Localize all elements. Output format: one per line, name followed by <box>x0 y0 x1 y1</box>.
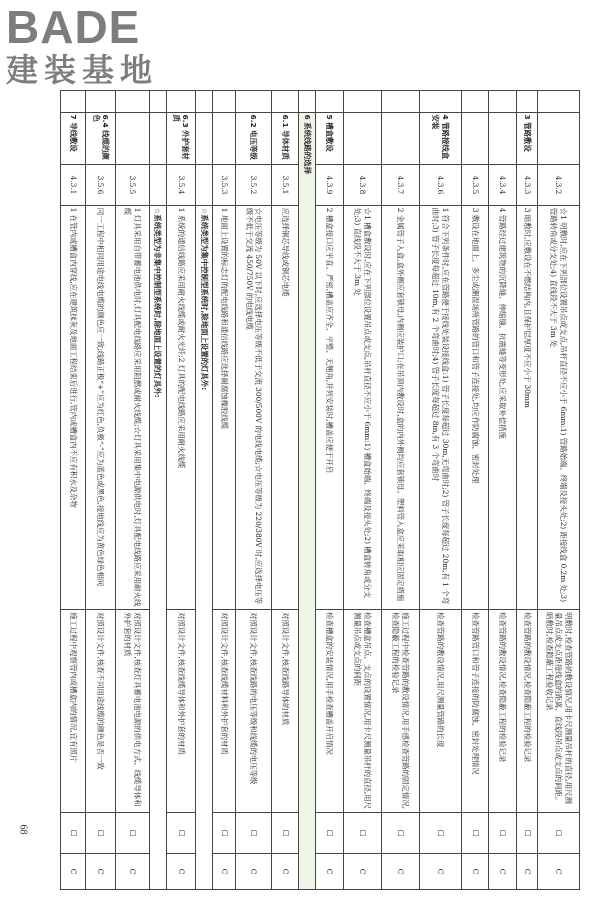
result-checkbox[interactable]: ☐ <box>166 813 196 854</box>
inspection-method: 对照设计文件,核查线路导体的材质 <box>272 610 299 813</box>
requirement-text: 同一工程中相同用途电线电缆的颜色应一致;线路正极“+”应为红色,负极“-”应为蓝色或黑色,接地线应为黄色绿色相间 <box>86 205 116 609</box>
condition-note: ☆系统类型为集中控制型系统时,除地面上设置的灯具外: <box>196 205 213 889</box>
importance-level: C <box>272 854 299 890</box>
table-row <box>166 91 196 890</box>
table-row <box>316 91 343 890</box>
item-name: 6.4 线缆的颜色 <box>86 112 116 165</box>
blank-cell <box>272 91 299 113</box>
clause-code: 4.3.4 <box>489 165 516 206</box>
importance-level: C <box>516 854 537 890</box>
table-row <box>272 91 299 890</box>
result-checkbox[interactable]: ☐ <box>272 813 299 854</box>
result-checkbox[interactable]: ☐ <box>516 813 537 854</box>
table-row <box>61 91 86 890</box>
table-row <box>461 91 488 890</box>
inspection-method: 检查管路的敷设情况,检查隐蔽工程的检验记录 <box>489 610 516 813</box>
result-checkbox[interactable]: ☐ <box>86 813 116 854</box>
inspection-table <box>60 90 580 890</box>
importance-level: C <box>316 854 343 890</box>
blank-cell <box>419 91 461 113</box>
clause-code: 4.3.2 <box>537 165 579 206</box>
importance-level: C <box>115 854 149 890</box>
importance-level: C <box>166 854 196 890</box>
importance-level: C <box>381 854 419 890</box>
item-name: 4 管路接线盒安装 <box>419 112 461 165</box>
inspection-method: 检查管路管口和管子连接的防腐蚀、密封处理情况 <box>461 610 488 813</box>
blank-cell <box>86 91 116 113</box>
inspection-method: 对照设计文件,核查线缆材料和外护套的材质 <box>212 610 235 813</box>
inspection-method: 对照设计文件,核查灯具蓄电池电源的供电方式、线缆导体和外护套的材质 <box>115 610 149 813</box>
condition-note: ☆系统类型为非集中控制型系统时,除地面上设置的灯具外: <box>149 205 166 889</box>
inspection-method: 施工过程中观察管内或槽盒内的情况,宜有照片 <box>61 610 86 813</box>
blank-cell <box>166 91 196 113</box>
table-row <box>299 91 316 890</box>
item-name: 6.1 导体材质 <box>272 112 299 165</box>
result-checkbox[interactable]: ☐ <box>537 813 579 854</box>
item-name <box>461 112 488 165</box>
blank-cell <box>149 91 166 113</box>
table-row <box>381 91 419 890</box>
item-name <box>115 112 149 165</box>
result-checkbox[interactable]: ☐ <box>212 813 235 854</box>
rotated-page <box>60 90 580 890</box>
result-checkbox[interactable]: ☐ <box>115 813 149 854</box>
inspection-method: 检查槽盒吊点、支点的设置情况,用卡尺测量吊杆的直径,用尺测量吊点或支点的间距 <box>343 610 381 813</box>
blank-cell <box>537 91 579 113</box>
inspection-method: 施工过程中检查管路的敷设情况,用手感检查管路的固定情况,检查隐蔽工程的检验记录 <box>381 610 419 813</box>
blank-cell <box>149 165 166 206</box>
blank-cell <box>489 91 516 113</box>
table-row <box>212 91 235 890</box>
clause-code: 3.5.3 <box>212 165 235 206</box>
result-checkbox[interactable]: ☐ <box>343 813 381 854</box>
clause-code: 3.5.1 <box>272 165 299 206</box>
table-row <box>343 91 381 890</box>
clause-code: 4.3.8 <box>343 165 381 206</box>
importance-level: C <box>236 854 272 890</box>
importance-level: C <box>419 854 461 890</box>
item-name: 3 管路敷设 <box>516 112 537 165</box>
inspection-table-region <box>60 90 580 890</box>
blank-cell <box>212 91 235 113</box>
requirement-text: 1 符合下列条件时,应在管路便于接线处装设接线盒:1) 管子长度每超过 30m,无弯曲时;2) 管子长度每超过 20m,有 1 个弯曲时;3) 管子长度每超过 10m,有 2 个弯曲时;4) 管子长度每超过 8m,有 3 个弯曲时 <box>419 205 461 609</box>
table-row <box>236 91 272 890</box>
blank-cell <box>381 91 419 113</box>
item-name <box>537 112 579 165</box>
inspection-method: 检查管路的敷设情况,检查隐蔽工程的检验记录 <box>516 610 537 813</box>
requirement-text: 2 金属管子入盒,盒外侧应套锁母,内侧应装护口;在吊顶内敷设时,盒的内外侧均应套锁母。塑料管入盒应采取相应固定措施 <box>381 205 419 609</box>
table-row <box>86 91 116 890</box>
table-row <box>115 91 149 890</box>
importance-level: C <box>461 854 488 890</box>
blank-cell <box>196 91 213 113</box>
blank-cell <box>149 112 166 165</box>
table-row <box>149 91 166 890</box>
item-name: 6.3 外护套材质 <box>166 112 196 165</box>
blank-cell <box>461 91 488 113</box>
clause-code: 3.5.6 <box>86 165 116 206</box>
logo-text-cn: 建装基地 <box>6 51 159 89</box>
page-number: 68 <box>17 824 29 835</box>
requirement-text: ☆1 槽盒敷设时,应在下列部位设置吊点或支点,吊杆直径不应小于 6mm:1) 槽盒始端、终端及接头处;2) 槽盒转角或分支处;3) 直线段不大于 3m 处 <box>343 205 381 609</box>
inspection-method: 对照设计文件,核查不同用途线缆的颜色是否一致 <box>86 610 116 813</box>
requirement-text: 1 灯具采用自带蓄电池供电时,灯具配电线路应采用阻燃或耐火线缆;☆灯具采用集中电源供电时,灯具配电线路应采用耐火线缆 <box>115 205 149 609</box>
inspection-method: 对照设计文件,核查线路的电压等级和线缆的电压等级 <box>236 610 272 813</box>
item-name <box>381 112 419 165</box>
importance-level: C <box>489 854 516 890</box>
result-checkbox[interactable]: ☐ <box>381 813 419 854</box>
clause-code: 4.3.9 <box>316 165 343 206</box>
table-row <box>516 91 537 890</box>
result-checkbox[interactable]: ☐ <box>461 813 488 854</box>
requirement-text: ☆1 明敷时,应在下列部位设置吊点或支点,吊杆直径不应小于 6mm:1) 管路始端、终端及接头处;2) 距接线盒 0.2m 处;3) 管路转角或分支处;4) 直线段不大于 3m 处 <box>537 205 579 609</box>
clause-code: 4.3.6 <box>419 165 461 206</box>
item-name <box>343 112 381 165</box>
section-title: 6 系统线路的选择 <box>299 112 316 889</box>
blank-cell <box>61 91 86 113</box>
requirement-text: 3 敷设在地面上、多尘或潮湿场所管路的管口和管子连接处,均应作防腐蚀、密封处理 <box>461 205 488 609</box>
item-name <box>489 112 516 165</box>
table-row <box>419 91 461 890</box>
requirement-text: ☆电压等级为 50V 以下时,应选择电压等级不低于交流 300/500V 的电线电缆;☆电压等级为 220/380V 时,应选择电压等级不低于交流 450/750V 的电线电缆 <box>236 205 272 609</box>
importance-level: C <box>61 854 86 890</box>
blank-cell <box>299 91 316 113</box>
blank-cell <box>316 91 343 113</box>
table-row <box>537 91 579 890</box>
clause-code: 3.5.4 <box>166 165 196 206</box>
blank-cell <box>196 112 213 165</box>
result-checkbox[interactable]: ☐ <box>489 813 516 854</box>
brand-logo <box>6 1 176 89</box>
table-row <box>489 91 516 890</box>
result-checkbox[interactable]: ☐ <box>316 813 343 854</box>
requirement-text: 2 槽盒接口应平直、严密,槽盖应齐全、平整、无翘角,并列安装时,槽盖应便于开启 <box>316 205 343 609</box>
requirement-text: 4 管路经过建筑物的沉降缝、伸缩缝、抗震缝等变形处,应采取补偿措施 <box>489 205 516 609</box>
inspection-method: 明敷时,检查管路的敷设情况,用卡尺测量吊杆的直径,用尺测量吊点或支点距接线盒的距离、直线段吊点或支点的间距。暗敷时,检查隐蔽工程验收记录 <box>537 610 579 813</box>
clause-code: 3.5.2 <box>236 165 272 206</box>
item-name: 7 导线敷设 <box>61 112 86 165</box>
importance-level: C <box>212 854 235 890</box>
clause-code: 4.3.3 <box>516 165 537 206</box>
clause-code: 3.5.5 <box>115 165 149 206</box>
clause-code: 4.3.1 <box>61 165 86 206</box>
blank-cell <box>516 91 537 113</box>
importance-level: C <box>537 854 579 890</box>
inspection-method: 检查槽盒的安装情况,用手检查槽盖开启情况 <box>316 610 343 813</box>
requirement-text: 应选择铜芯导线或铜芯电缆 <box>272 205 299 609</box>
requirement-text: 3 暗敷时,应敷设在不燃结构内,且保护层厚度不应小于 30mm <box>516 205 537 609</box>
inspection-method: 对照设计文件,核查线缆导体和外护套的材质 <box>166 610 196 813</box>
clause-code: 4.3.5 <box>461 165 488 206</box>
clause-code: 4.3.7 <box>381 165 419 206</box>
result-checkbox[interactable]: ☐ <box>236 813 272 854</box>
importance-level: C <box>86 854 116 890</box>
logo-text-en: BADE <box>6 1 141 53</box>
blank-cell <box>343 91 381 113</box>
item-name: 6.2 电压等级 <box>236 112 272 165</box>
item-name <box>212 112 235 165</box>
blank-cell <box>236 91 272 113</box>
requirement-text: 1 在管内或槽盒内穿线,应在建筑抹灰及地面工程结束后进行,管内或槽盒内不应有积水及杂物 <box>61 205 86 609</box>
blank-cell <box>196 165 213 206</box>
importance-level: C <box>343 854 381 890</box>
requirement-text: 1 地面上设置的标志灯的配电线路和通信线路应选择耐腐蚀橡胶线缆 <box>212 205 235 609</box>
result-checkbox[interactable]: ☐ <box>419 813 461 854</box>
requirement-text: 1 系统的通信线路应采用耐火线缆或耐火光纤;2 灯具的配电线路应采用耐火线缆 <box>166 205 196 609</box>
item-name: 5 槽盒敷设 <box>316 112 343 165</box>
blank-cell <box>115 91 149 113</box>
result-checkbox[interactable]: ☐ <box>61 813 86 854</box>
table-row <box>196 91 213 890</box>
inspection-method: 检查管路的敷设情况,用尺测量管路的长度 <box>419 610 461 813</box>
